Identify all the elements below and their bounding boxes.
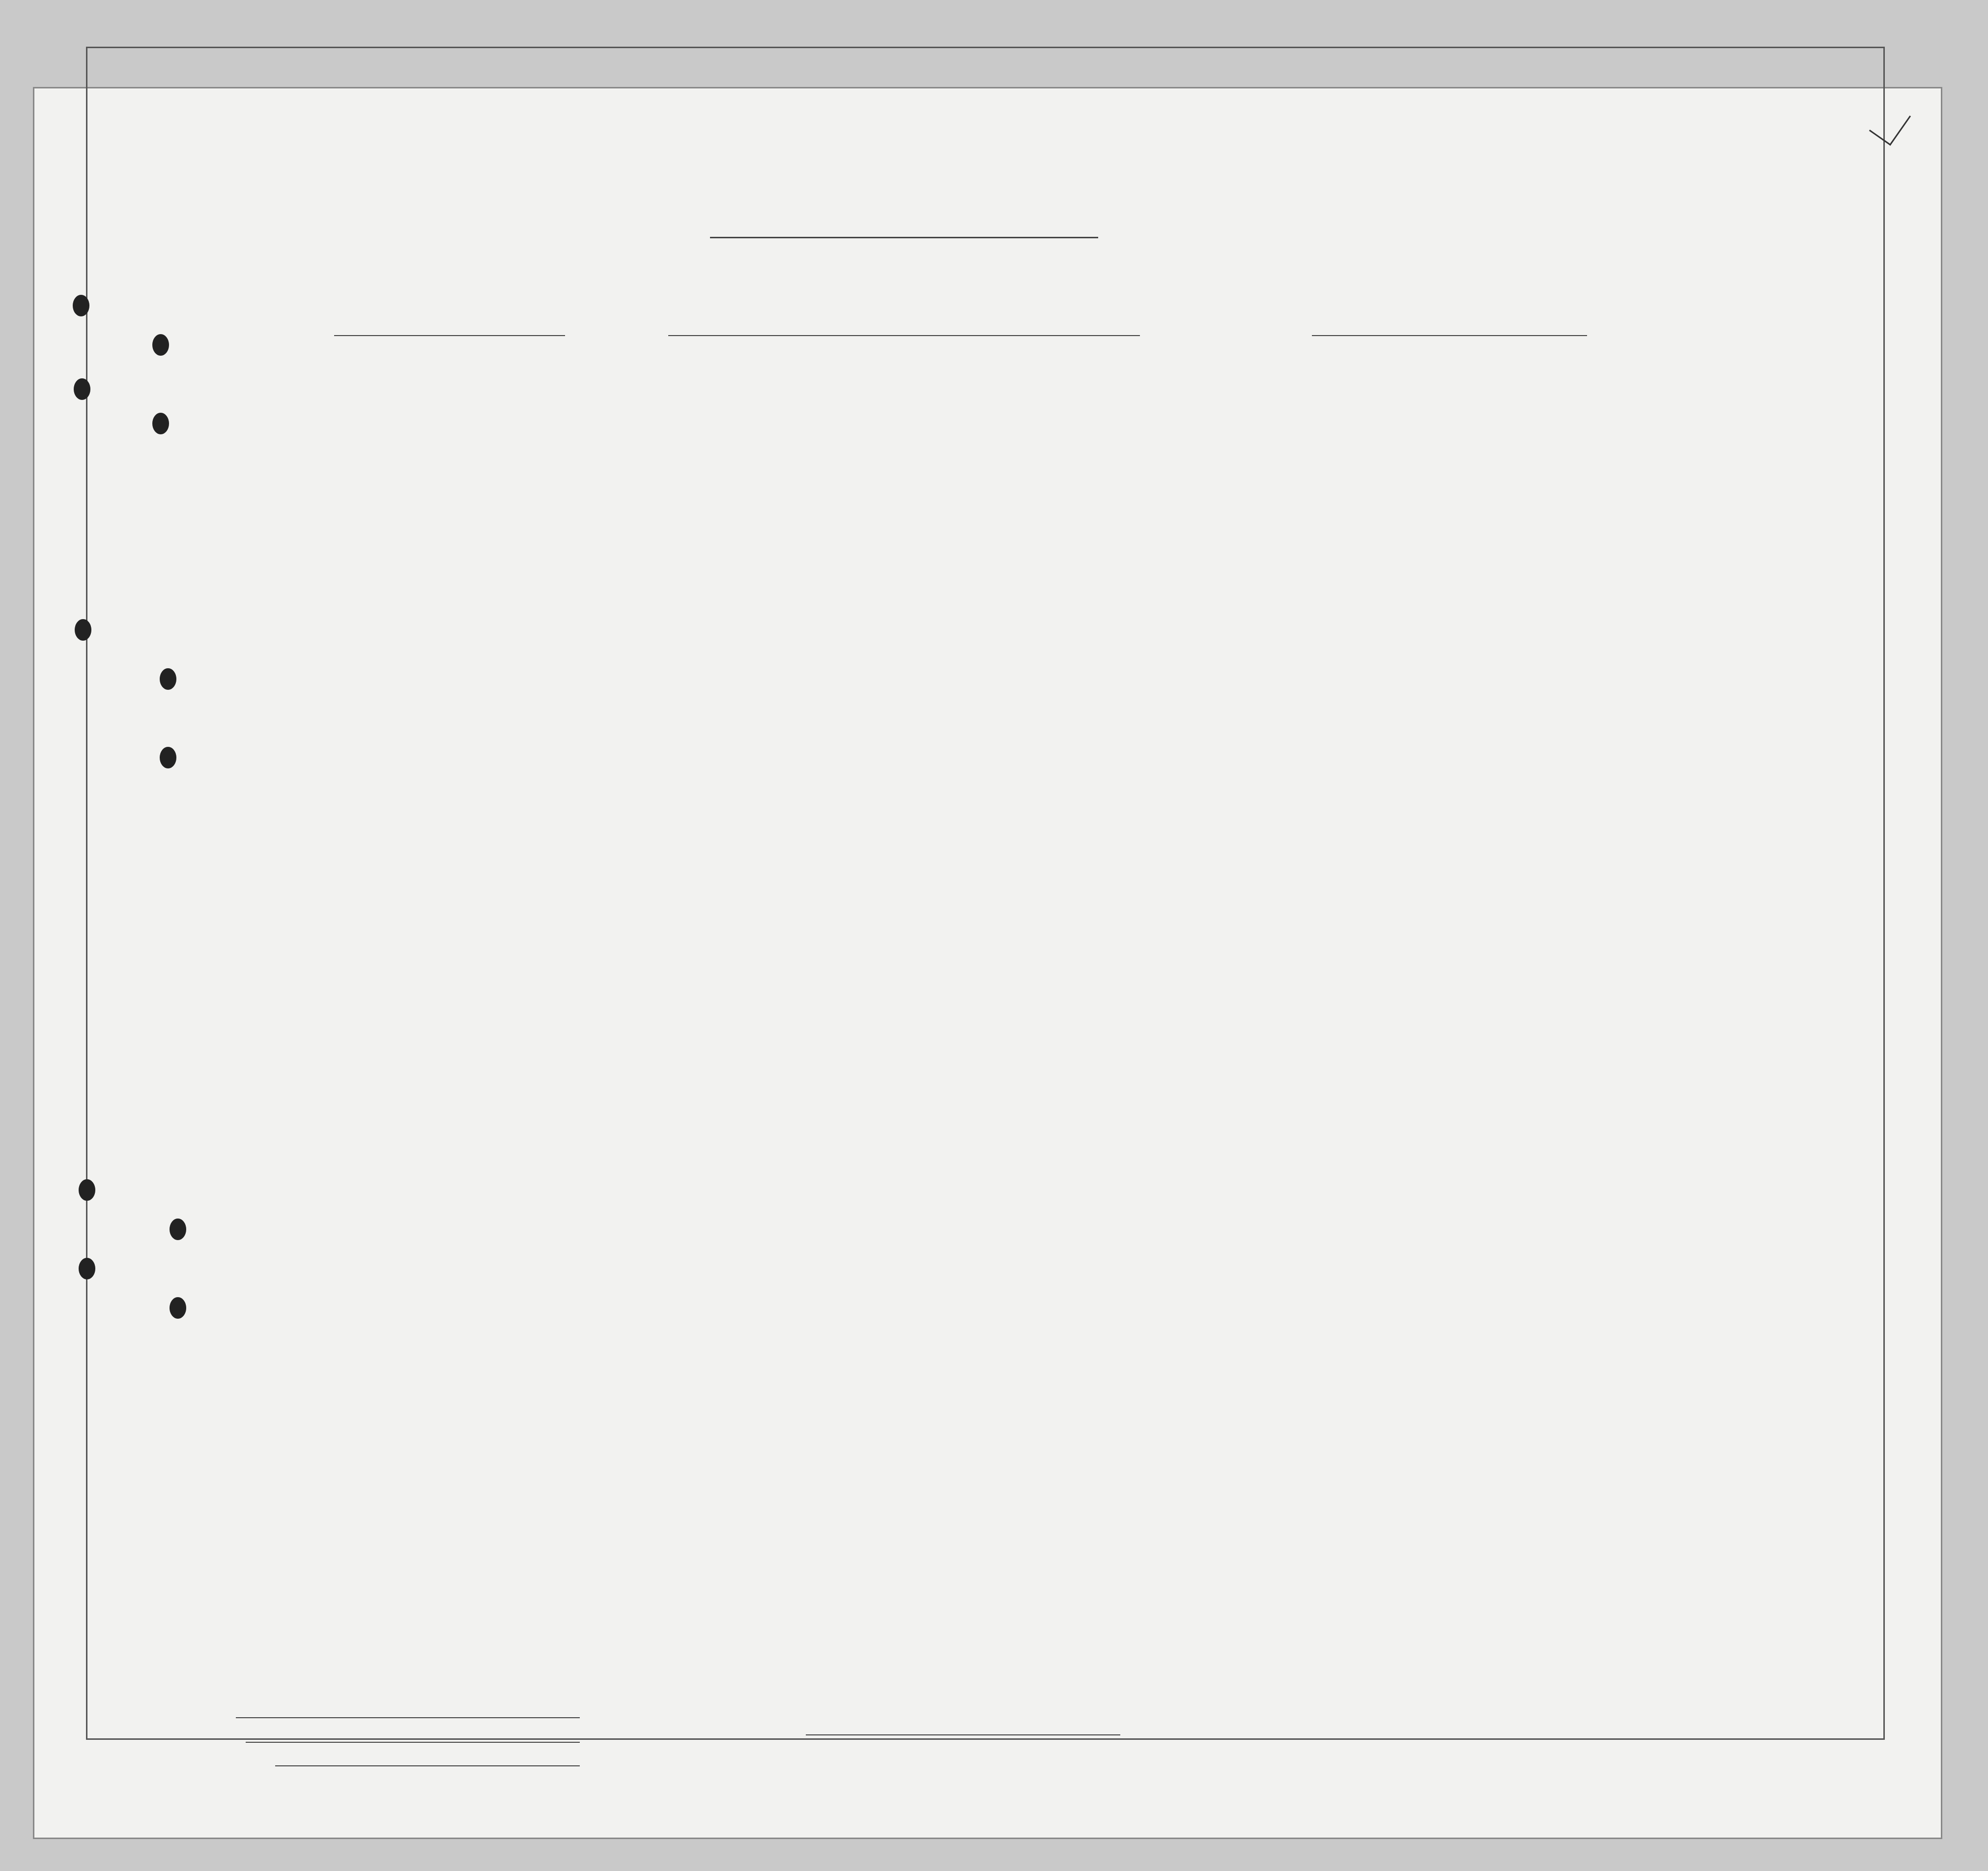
punch-hole-icon [74,378,90,400]
agents-field [275,1765,580,1766]
col-sex-header [1216,376,1270,386]
punch-hole-icon [160,747,176,768]
col-age-header [1172,376,1216,386]
date-underline [668,335,1140,336]
col-name-header [344,366,688,376]
punch-hole-icon [170,1219,186,1240]
line-field [236,1717,580,1718]
col-shipped-header [865,369,1032,375]
punch-hole-icon [152,413,169,434]
col-height-header [1442,376,1491,386]
col-race-header [1273,376,1354,386]
punch-hole-icon [73,295,89,316]
punch-hole-icon [170,1297,186,1319]
owners-field [246,1742,580,1743]
punch-hole-icon [152,334,169,356]
manifest-frame [86,47,1885,1740]
vessel-underline [334,335,565,336]
punch-hole-icon [79,1258,95,1279]
punch-hole-icon [75,619,91,641]
col-nationality-header [1356,376,1440,386]
signature-line [806,1734,1120,1735]
punch-hole-icon [160,668,176,690]
voyage-line [265,310,1739,339]
col-weight-header [1491,376,1538,386]
port-underline [1312,335,1587,336]
punch-hole-icon [79,1179,95,1201]
title-underline [710,237,1098,238]
